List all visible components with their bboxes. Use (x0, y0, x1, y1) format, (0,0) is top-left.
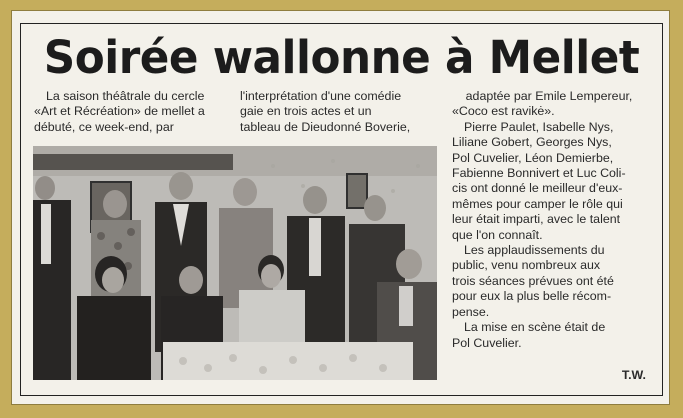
col3-line-10: que l'on connaît. (452, 227, 543, 242)
col3-line-1: adaptée par Emile Lempereur, (465, 89, 633, 103)
col3-line-8: mêmes pour camper le rôle qui (452, 196, 623, 211)
headline: Soirée wallonne à Mellet (43, 31, 640, 84)
col2-line-2: gaie en trois actes et un (240, 104, 372, 119)
col3-line-14: pour eux la plus belle récom- (452, 289, 612, 304)
column-1 (34, 89, 231, 135)
col3-line-12: public, venu nombreux aux (452, 258, 601, 273)
col3-line-9: leur était imparti, avec le talent (452, 212, 621, 227)
col1-line-3: débuté, ce week-end, par (34, 119, 174, 134)
col1-line-1: La saison théâtrale du cercle (46, 89, 205, 103)
col3-line-15: pense. (452, 304, 490, 319)
photo-illustration (33, 146, 437, 380)
col2-line-3: tableau de Dieudonné Boverie, (240, 119, 411, 134)
column-3 (452, 89, 646, 351)
col3-line-16: La mise en scène était de (464, 320, 606, 335)
col3-line-2: «Coco est ravikė». (452, 104, 555, 119)
col3-line-5: Pol Cuvelier, Léon Demierbe, (452, 150, 614, 165)
author-signature: T.W. (621, 368, 646, 382)
col2-line-1: l'interprétation d'une comédie (240, 89, 402, 103)
col3-line-13: trois séances prévues ont été (452, 273, 614, 288)
col3-line-11: Les applaudissements du (464, 243, 605, 258)
group-photo (33, 146, 437, 380)
col3-line-3: Pierre Paulet, Isabelle Nys, (464, 119, 614, 134)
col3-line-7: cis ont donné le meilleur d'eux- (452, 181, 623, 196)
col3-line-6: Fabienne Bonnivert et Luc Coli- (452, 166, 626, 181)
col3-line-17: Pol Cuvelier. (452, 335, 522, 350)
column-2 (240, 89, 438, 135)
col3-line-4: Liliane Gobert, Georges Nys, (452, 135, 612, 150)
col1-line-2: «Art et Récréation» de mellet a (34, 104, 205, 119)
